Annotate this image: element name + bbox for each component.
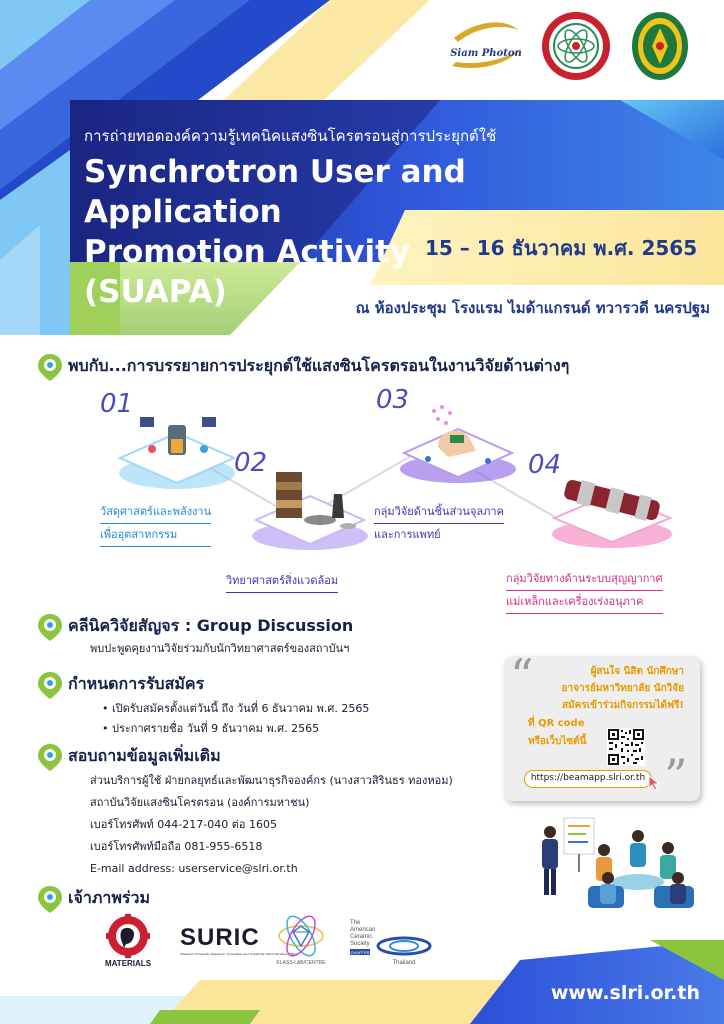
klass-lab-logo-text: KLASS-LAB/CENTRE — [276, 960, 326, 966]
topic-label-02 — [226, 570, 338, 593]
section-lectures — [36, 352, 696, 382]
registration-promo-box — [504, 649, 700, 803]
thai-event-title: การถ่ายทอดองค์ความรู้เทคนิคแสงซินโครตรอนสู่การประยุกต์ใช้ — [84, 127, 497, 145]
promo-line-1: ผู้สนใจ นิสิต นักศึกษา — [590, 666, 684, 677]
topic-number-04: 04 — [528, 450, 562, 480]
english-title-line-1: Synchrotron User and Application — [84, 154, 466, 230]
close-quote-icon: ” — [664, 749, 688, 803]
open-quote-icon: “ — [510, 649, 534, 703]
promo-line-2: อาจารย์มหาวิทยาลัย นักวิจัย — [561, 683, 684, 694]
website-link[interactable]: www.slri.or.th — [550, 982, 700, 1004]
promo-line-3: สมัครเข้าร่วมกิจกรรมได้ฟรี! — [561, 700, 684, 711]
acers-thailand-text: Thailand — [392, 960, 416, 966]
contact-title: สอบถามข้อมูลเพิ่มเติม — [68, 746, 221, 765]
sut-seal-logo — [540, 10, 612, 82]
registration-announce-text: ประกาศรายชื่อ วันที่ 9 ธันวาคม พ.ศ. 2565 — [112, 722, 320, 735]
event-venue: ณ ห้องประชุม โรงแรม ไมด้าแกรนด์ ทวารวดี นครปฐม — [355, 299, 710, 317]
qr-code[interactable] — [607, 728, 645, 766]
topic-card-04 — [498, 450, 698, 625]
contact-mobile: เบอร์โทรศัพท์มือถือ 081-955-6518 — [90, 840, 263, 853]
registration-item-1: • เปิดรับสมัครตั้งแต่วันนี้ ถึง วันที่ 6 ธันวาคม พ.ศ. 2565 — [102, 702, 370, 715]
topic-card-02 — [226, 448, 376, 598]
acers-line-3: Ceramic — [350, 934, 373, 940]
topic-03-line-2: และการแพทย์ — [374, 528, 441, 541]
topic-label-01 — [100, 501, 211, 547]
green-pin-icon — [36, 612, 64, 642]
group-discussion-text: พบปะพูดคุยงานวิจัยร่วมกับนักวิทยาศาสตร์ของสถาบันฯ — [90, 642, 350, 655]
acers-line-2: American — [350, 927, 376, 933]
acers-chapter-text: CHAPTER — [350, 950, 370, 955]
acers-line-1: The — [350, 920, 361, 926]
event-date: 15 – 16 ธันวาคม พ.ศ. 2565 — [425, 236, 698, 260]
contact-phone: เบอร์โทรศัพท์ 044-217-040 ต่อ 1605 — [90, 818, 277, 831]
topic-04-line-2: แม่เหล็กและเครื่องเร่งอนุภาค — [506, 591, 663, 614]
green-pin-icon — [36, 352, 64, 382]
contact-line-1: ส่วนบริการผู้ใช้ ฝ่ายกลยุทธ์และพัฒนาธุรกิจองค์กร (นางสาวสิรินธร ทองหอม) — [90, 774, 453, 787]
english-title-line-3: (SUAPA) — [84, 274, 227, 310]
siam-photon-logo — [446, 18, 526, 74]
environmental-science-illustration — [240, 460, 370, 550]
suric-logo-subtitle: Silpakorn University Research, Innovation and Creativity Administration Office — [180, 952, 298, 956]
group-discussion-title: คลีนิควิจัยสัญจร : Group Discussion — [68, 616, 354, 635]
registration-url-link[interactable]: https://beamapp.slri.or.th — [524, 770, 652, 788]
registration-open-text: เปิดรับสมัครตั้งแต่วันนี้ ถึง วันที่ 6 ธันวาคม พ.ศ. 2565 — [112, 702, 370, 715]
contact-line-2: สถาบันวิจัยแสงซินโครตรอน (องค์การมหาชน) — [90, 796, 310, 809]
meeting-people-illustration — [528, 812, 704, 928]
suric-logo-text: SURIC — [180, 924, 260, 951]
green-pin-icon — [36, 884, 64, 914]
topic-02-line-1: วิทยาศาสตร์สิ่งแวดล้อม — [226, 570, 338, 593]
section-group-discussion — [36, 612, 496, 662]
section-contact — [36, 742, 506, 882]
green-pin-icon — [36, 670, 64, 700]
english-title-line-2: Promotion Activity — [84, 234, 411, 270]
section-lectures-title: พบกับ...การบรรยายการประยุกต์ใช้แสงซินโครตรอนในงานวิจัยด้านต่างๆ — [68, 356, 570, 375]
section-cohosts — [36, 884, 296, 914]
topic-03-line-1: กลุ่มวิจัยด้านชิ้นส่วนจุลภาค — [374, 501, 504, 524]
topic-04-line-1: กลุ่มวิจัยทางด้านระบบสุญญากาศ — [506, 568, 663, 591]
topic-number-02: 02 — [234, 448, 268, 478]
registration-item-2: • ประกาศรายชื่อ วันที่ 9 ธันวาคม พ.ศ. 2565 — [102, 722, 320, 735]
cursor-arrow-icon — [648, 775, 662, 791]
siam-photon-text: Siam Photon — [450, 48, 522, 59]
topic-01-line-1: วัสดุศาสตร์และพลังงาน — [100, 501, 211, 524]
registration-title: กำหนดการรับสมัคร — [68, 674, 205, 693]
topic-number-01: 01 — [100, 389, 134, 419]
topic-number-03: 03 — [376, 385, 410, 415]
acers-line-4: Society — [350, 941, 370, 947]
materials-energy-illustration — [112, 403, 242, 493]
topic-01-line-2: เพื่ออุตสาหกรรม — [100, 524, 211, 547]
promo-line-4: ที่ QR code — [528, 718, 585, 729]
poster-header — [0, 0, 724, 335]
contact-email: E-mail address: userservice@slri.or.th — [90, 862, 298, 875]
section-registration — [36, 670, 496, 742]
nrru-seal-logo — [630, 10, 690, 82]
vacuum-accelerator-illustration — [542, 460, 682, 550]
materials-logo-text: MATERIALS — [104, 959, 152, 968]
topic-label-04 — [506, 568, 663, 614]
topic-label-03 — [374, 501, 504, 546]
promo-line-5: หรือเว็บไซต์นี้ — [528, 736, 587, 747]
cohosts-title: เจ้าภาพร่วม — [68, 888, 151, 907]
green-pin-icon — [36, 742, 64, 772]
